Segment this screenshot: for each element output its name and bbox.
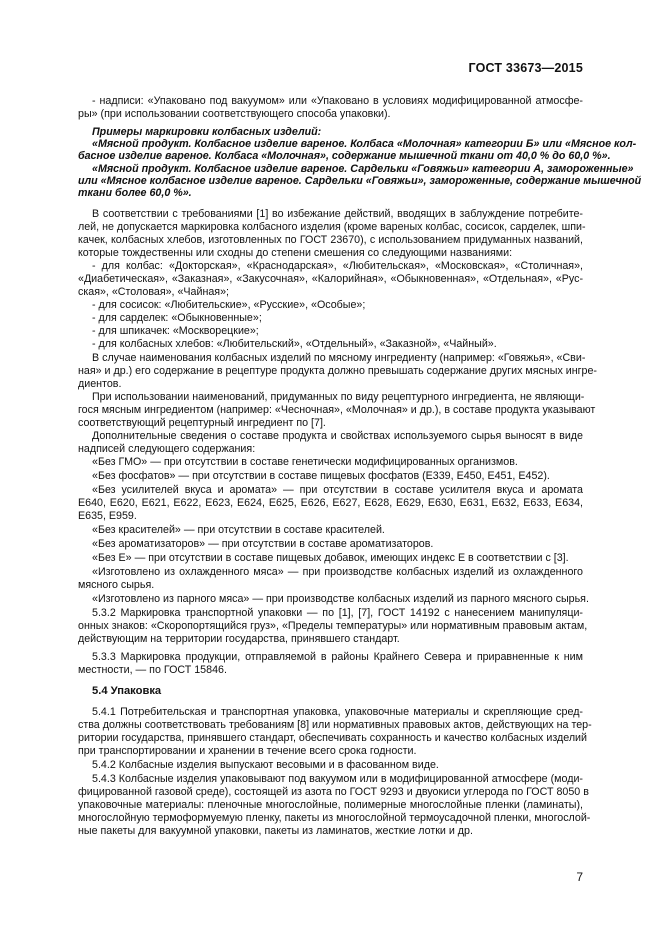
list-item: «Диабетическая», «Заказная», «Закусочная», «Калорийная», «Обыкновенная», «Отдельная», «Рус- bbox=[78, 273, 583, 285]
label-item: «Без ароматизаторов» — при отсутствии в составе ароматизаторов. bbox=[92, 538, 434, 550]
text-line: лей, не допускается маркировка колбасного изделия (кроме вареных колбас, сосисок, сарделек, шпи- bbox=[78, 221, 586, 233]
text-line: В соответствии с требованиями [1] во избежание действий, вводящих в заблуждение потребите- bbox=[92, 208, 583, 220]
standard-code-header: ГОСТ 33673—2015 bbox=[468, 61, 583, 75]
label-item: «Без Е» — при отсутствии в составе пищевых добавок, имеющих индекс Е в соответствии с [3]. bbox=[92, 552, 569, 564]
text-line: действующим на территории государства, принявшего стандарт. bbox=[78, 633, 400, 645]
text-line: В случае наименования колбасных изделий по мясному ингредиенту (например: «Говяжья», «Сви- bbox=[92, 352, 586, 364]
text-line: гося мясным ингредиентом (например: «Чесночная», «Молочная» и др.), в составе продукта указывают bbox=[78, 404, 596, 416]
example-line: или «Мясное колбасное изделие вареное. Сардельки «Говяжьи», замороженные, содержание мышечной bbox=[78, 175, 642, 187]
label-item: «Без усилителей вкуса и аромата» — при отсутствии в составе усилителя вкуса и аромата bbox=[92, 484, 583, 496]
text-line: упаковочные материалы: пленочные многослойные, полимерные многослойные пленки (ламинаты), bbox=[78, 799, 583, 811]
label-item: Е640, Е620, Е621, Е622, Е623, Е624, Е625, Е626, Е627, Е628, Е629, Е630, Е631, Е632, Е633, Е634, bbox=[78, 497, 583, 509]
text-line: местности, — по ГОСТ 15846. bbox=[78, 664, 227, 676]
text-line: ры» (при использовании соответствующего способа упаковки). bbox=[78, 108, 391, 120]
text-line: ритории государства, принявшего стандарт, обеспечивать сохранность и качество колбасных изделий bbox=[78, 732, 587, 744]
list-item: - для колбас: «Докторская», «Краснодарская», «Любительская», «Московская», «Столичная», bbox=[92, 260, 583, 272]
list-item: - для сосисок: «Любительские», «Русские», «Особые»; bbox=[92, 299, 366, 311]
text-line: 5.4.3 Колбасные изделия упаковывают под вакуумом или в модифицированной атмосфере (моди- bbox=[92, 773, 583, 785]
text-line: - надписи: «Упаковано под вакуумом» или «Упаковано в условиях модифицированной атмосфе- bbox=[92, 95, 583, 107]
text-line: онных знаков: «Скоропортящийся груз», «Пределы температуры» или нормативным правовым актам, bbox=[78, 620, 588, 632]
text-line: Дополнительные сведения о составе продукта и свойствах используемого сырья выносят в виде bbox=[92, 430, 583, 442]
section-heading: 5.4 Упаковка bbox=[92, 685, 162, 697]
text-line: 5.3.2 Маркировка транспортной упаковки — по [1], [7], ГОСТ 14192 с нанесением манипуляци- bbox=[92, 607, 583, 619]
example-line: ткани более 60,0 %». bbox=[78, 187, 192, 199]
list-item: - для сарделек: «Обыкновенные»; bbox=[92, 312, 262, 324]
text-line: качек, колбасных хлебов, изготовленных по ГОСТ 23670), с использованием придуманных названий, bbox=[78, 234, 583, 246]
text-line: При использовании наименований, придуманных по виду рецептурного ингредиента, не являющи- bbox=[92, 391, 585, 403]
page-number: 7 bbox=[576, 870, 583, 884]
label-item: «Изготовлено из охлажденного мяса» — при производстве колбасных изделий из охлажденного bbox=[92, 566, 583, 578]
examples-heading: Примеры маркировки колбасных изделий: bbox=[92, 126, 322, 138]
text-line: ные пакеты для вакуумной упаковки, пакеты из ламинатов, жесткие лотки и др. bbox=[78, 825, 473, 837]
list-item: - для колбасных хлебов: «Любительский», «Отдельный», «Заказной», «Чайный». bbox=[92, 338, 497, 350]
text-line: 5.4.1 Потребительская и транспортная упаковка, упаковочные материалы и скрепляющие сред- bbox=[92, 706, 583, 718]
text-line: ная» и др.) его содержание в рецептуре продукта должно превышать содержание других мясных ингре- bbox=[78, 365, 597, 377]
label-item: «Без фосфатов» — при отсутствии в составе пищевых фосфатов (Е339, Е450, Е451, Е452). bbox=[92, 470, 550, 482]
list-item: - для шпикачек: «Москворецкие»; bbox=[92, 325, 259, 337]
text-line: многослойную термоформуемую пленку, пакеты из многослойной термоусадочной пленки, многослой- bbox=[78, 812, 591, 824]
example-line: «Мясной продукт. Колбасное изделие вареное. Колбаса «Молочная» категории Б» или «Мясное кол- bbox=[92, 138, 637, 150]
text-line: при транспортировании и хранении в течение всего срока годности. bbox=[78, 745, 417, 757]
text-line: диентов. bbox=[78, 378, 122, 390]
label-item: «Изготовлено из парного мяса» — при производстве колбасных изделий из парного мясного сырья. bbox=[92, 593, 589, 605]
text-line: 5.3.3 Маркировка продукции, отправляемой в районы Крайнего Севера и приравненные к ним bbox=[92, 651, 583, 663]
label-item: Е635, Е959. bbox=[78, 510, 137, 522]
text-line: фицированной газовой среде), состоящей из азота по ГОСТ 9293 и двуокиси углерода по ГОСТ 8050 в bbox=[78, 786, 589, 798]
text-line: ства должны соответствовать требованиям [8] или нормативных правовых актов, действующих на тер- bbox=[78, 719, 592, 731]
label-item: мясного сырья. bbox=[78, 579, 155, 591]
label-item: «Без красителей» — при отсутствии в составе красителей. bbox=[92, 524, 385, 536]
text-line: 5.4.2 Колбасные изделия выпускают весовыми и в фасованном виде. bbox=[92, 759, 439, 771]
text-line: надписей следующего содержания: bbox=[78, 443, 256, 455]
example-line: «Мясной продукт. Колбасное изделие вареное. Сардельки «Говяжьи» категории А, замороженные» bbox=[92, 163, 634, 175]
text-line: которые тождественны или сходны до степени смешения со следующими названиями: bbox=[78, 247, 513, 259]
list-item: ская», «Столовая», «Чайная»; bbox=[78, 286, 230, 298]
label-item: «Без ГМО» — при отсутствии в составе генетически модифицированных организмов. bbox=[92, 456, 518, 468]
example-line: басное изделие вареное. Колбаса «Молочная», содержание мышечной ткани от 40,0 % до 60,0 %». bbox=[78, 150, 611, 162]
text-line: соответствующий рецептурный ингредиент по [7]. bbox=[78, 417, 326, 429]
